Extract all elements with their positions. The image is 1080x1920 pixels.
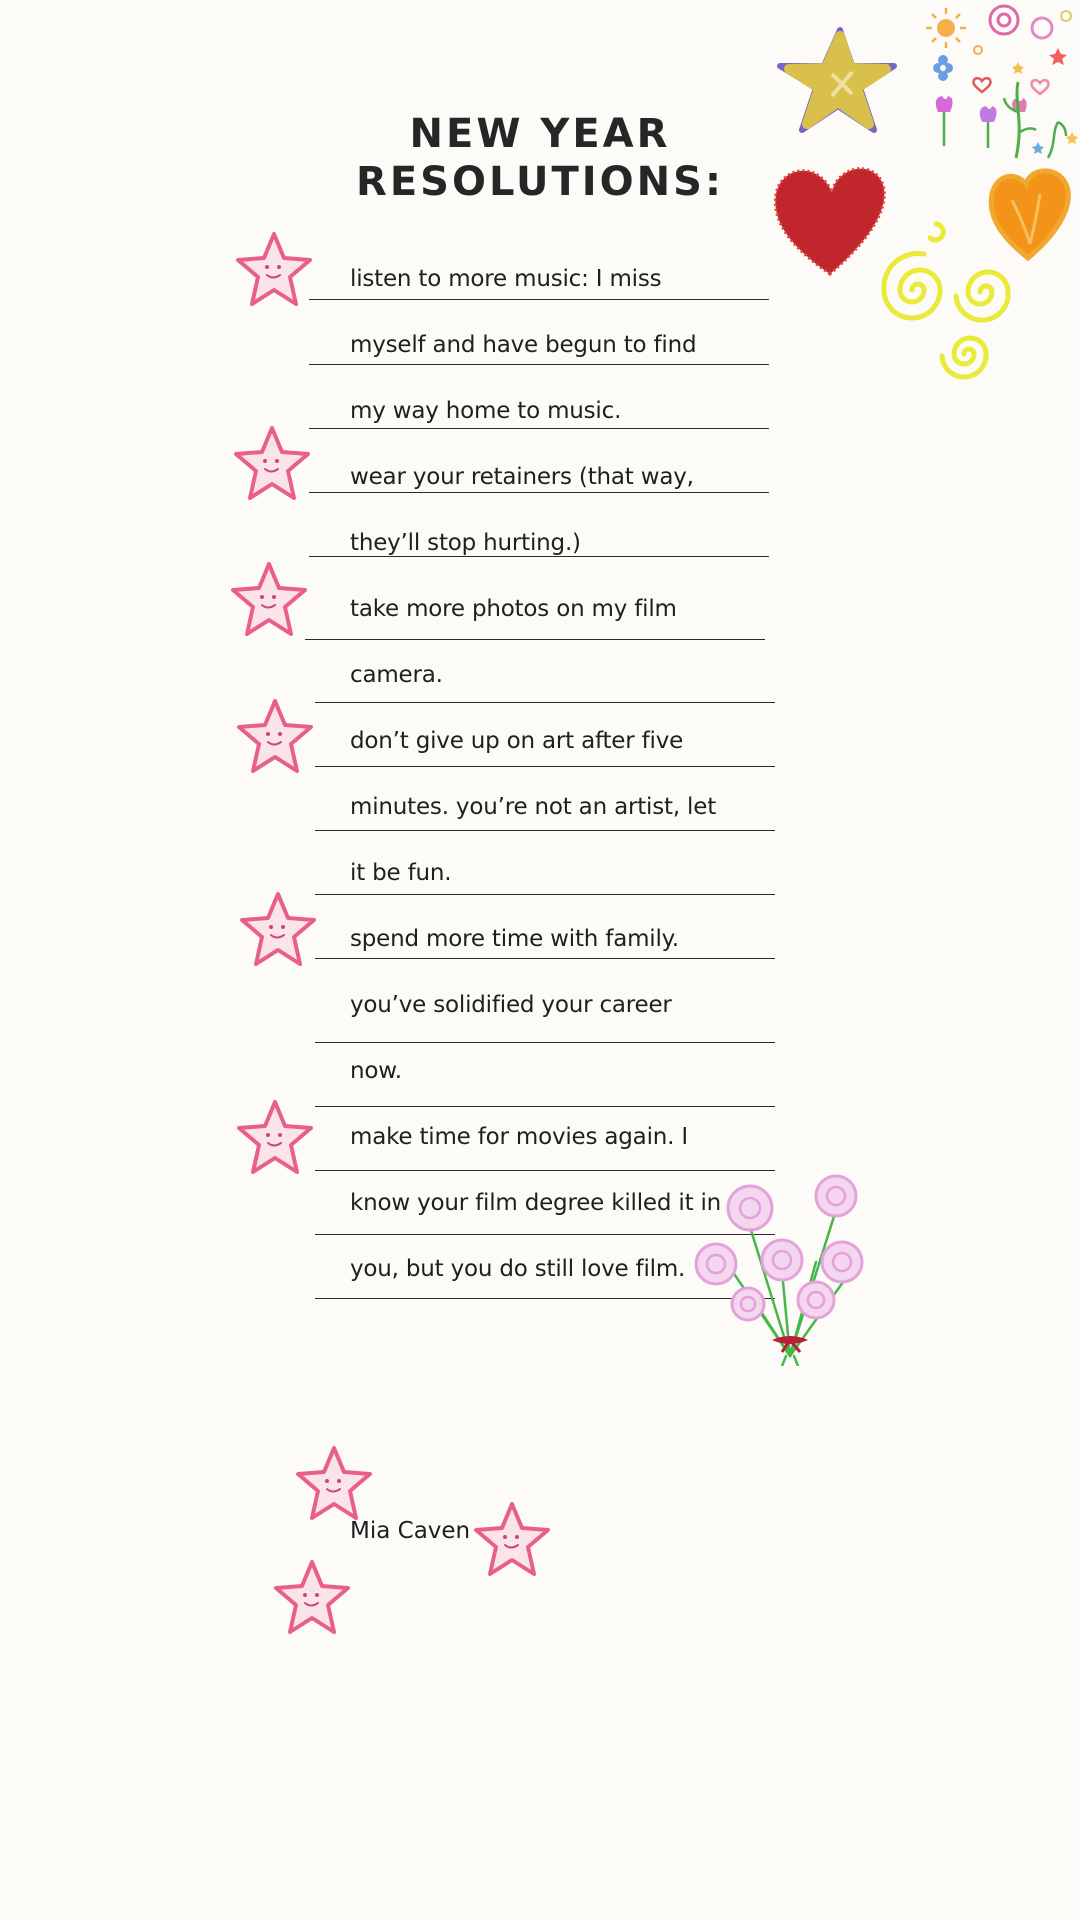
pink-star-icon (272, 1558, 352, 1638)
pink-star-icon (235, 1098, 315, 1178)
pink-star-icon (472, 1500, 552, 1580)
list-item: you’ve solidified your career (350, 992, 672, 1018)
yellow-star-icon (772, 22, 902, 142)
pink-star-icon (235, 697, 315, 777)
list-item: my way home to music. (350, 398, 622, 424)
list-item: make time for movies again. I (350, 1124, 688, 1150)
title-line-1: NEW YEAR (409, 111, 671, 157)
list-item: myself and have begun to find (350, 332, 697, 358)
page-title (320, 110, 760, 206)
pink-star-icon (229, 560, 309, 640)
pink-star-icon (234, 230, 314, 310)
red-heart-icon (766, 156, 894, 280)
pink-star-icon (294, 1444, 374, 1524)
list-item: spend more time with family. (350, 926, 679, 952)
list-item: now. (350, 1058, 402, 1084)
pink-star-icon (232, 424, 312, 504)
signature-name: Mia Caven (350, 1518, 471, 1544)
list-item: wear your retainers (that way, (350, 464, 694, 490)
list-item: take more photos on my film (350, 596, 677, 622)
pink-star-icon (238, 890, 318, 970)
list-item: they’ll stop hurting.) (350, 530, 581, 556)
list-item: don’t give up on art after five (350, 728, 684, 754)
list-item: listen to more music: I miss (350, 266, 662, 292)
title-line-2: RESOLUTIONS: (356, 159, 724, 205)
list-item: know your film degree killed it in (350, 1190, 722, 1216)
rose-bouquet-icon (686, 1170, 866, 1366)
list-item: you, but you do still love film. (350, 1256, 686, 1282)
list-item: minutes. you’re not an artist, let (350, 794, 717, 820)
flower-doodles-icon (918, 2, 1080, 162)
list-item: camera. (350, 662, 443, 688)
yellow-swirl-icon (876, 218, 1026, 384)
list-item: it be fun. (350, 860, 452, 886)
